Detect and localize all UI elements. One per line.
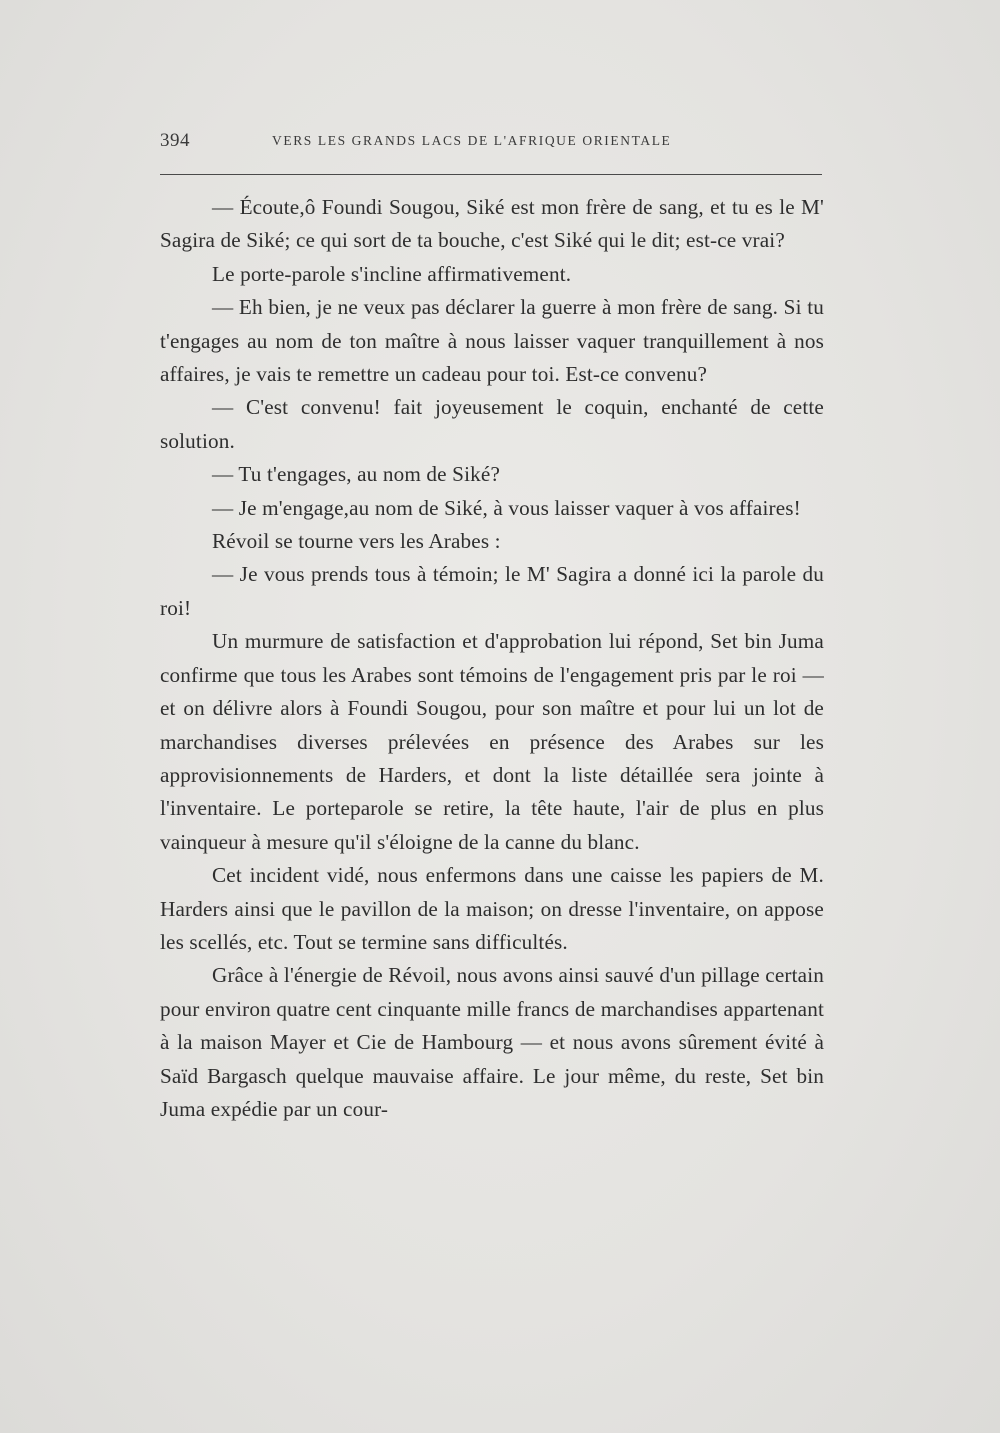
header-rule — [160, 174, 822, 175]
paragraph: — Je vous prends tous à témoin; le M' Sagira a donné ici la parole du roi! — [160, 562, 824, 620]
body-text — [160, 191, 824, 1126]
paragraph: Le porte-parole s'incline affirmativement. — [212, 261, 572, 286]
paragraph: Cet incident vidé, nous enfermons dans une caisse les papiers de M. Harders ainsi que le pavillon de la maison; on dresse l'inventaire, on appose les scellés, etc. Tout se termine sans difficultés. — [160, 863, 824, 954]
running-title: VERS LES GRANDS LACS DE L'AFRIQUE ORIENTALE — [272, 133, 672, 148]
paragraph: Révoil se tourne vers les Arabes : — [212, 529, 501, 554]
page-number: 394 — [160, 130, 190, 151]
paragraph: — C'est convenu! fait joyeusement le coquin, enchanté de cette solution. — [160, 395, 824, 453]
paragraph: Grâce à l'énergie de Révoil, nous avons ainsi sauvé d'un pillage certain pour environ quatre cent cinquante mille francs de marchandises appartenant à la maison Mayer et Cie de Hambourg — et nous avons sûrement évité à Saïd Bargasch quelque mauvaise affaire. Le jour même, du reste, Set bin Juma expédie par un cour- — [160, 963, 824, 1121]
paragraph: Un murmure de satisfaction et d'approbation lui répond, Set bin Juma confirme que tous les Arabes sont témoins de l'engagement pris par le roi — et on délivre alors à Foundi Sougou, pour son maître et pour lui un lot de marchandises diverses prélevées en présence des Arabes sur les approvisionnements de Harders, et dont la liste détaillée sera jointe à l'inventaire. Le porteparole se retire, la tête haute, l'air de plus en plus vainqueur à mesure qu'il s'éloigne de la canne du blanc. — [160, 629, 824, 854]
paragraph: — Écoute,ô Foundi Sougou, Siké est mon frère de sang, et tu es le M' Sagira de Siké; ce qui sort de ta bouche, c'est Siké qui le dit; est-ce vrai? — [160, 195, 824, 253]
paragraph: — Je m'engage,au nom de Siké, à vous laisser vaquer à vos affaires! — [212, 495, 801, 520]
running-head — [160, 130, 820, 154]
paragraph: — Tu t'engages, au nom de Siké? — [212, 462, 501, 487]
paragraph: — Eh bien, je ne veux pas déclarer la guerre à mon frère de sang. Si tu t'engages au nom de ton maître à nous laisser vaquer tranquillement à nos affaires, je vais te remettre un cadeau pour toi. Est-ce convenu? — [160, 295, 824, 387]
